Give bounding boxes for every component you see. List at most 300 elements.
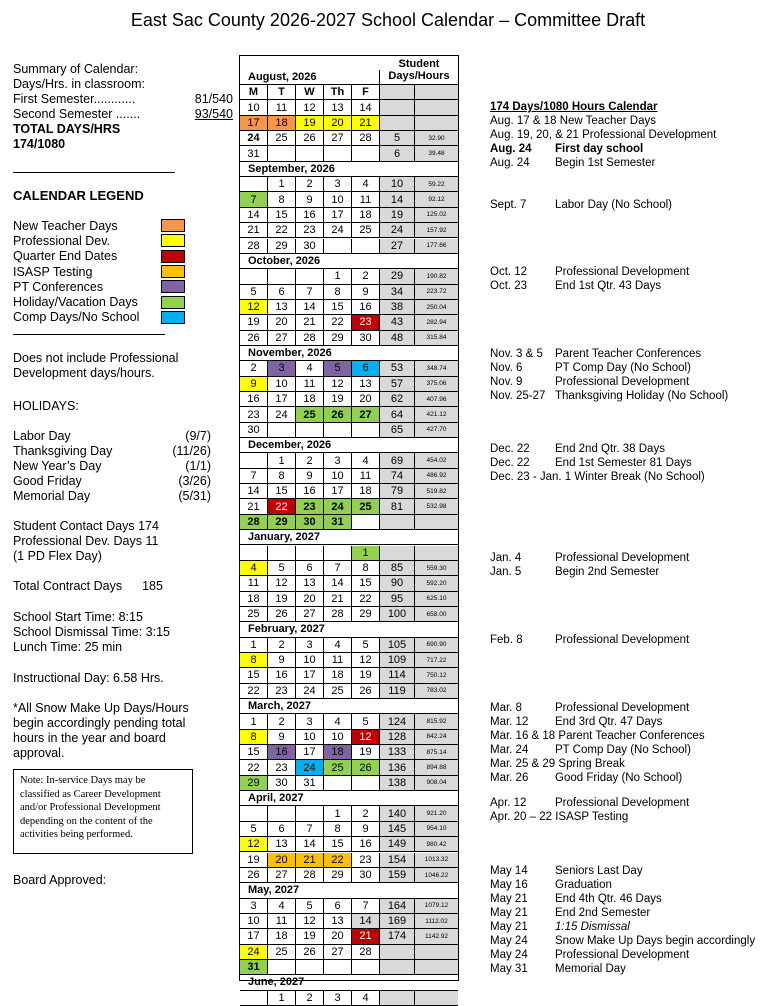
event-text: End 1st Semester 81 Days (555, 457, 692, 469)
event-item (490, 390, 728, 402)
day-cell (268, 806, 296, 821)
day-cell: 23 (268, 760, 296, 775)
student-count-cell: 145 (380, 822, 415, 837)
day-cell: 19 (268, 592, 296, 607)
student-count-cell: 5 (380, 131, 415, 146)
event-date: May 24 (490, 949, 528, 961)
day-cell: 15 (324, 300, 352, 315)
event-item (490, 634, 689, 646)
day-cell: 28 (352, 945, 380, 960)
day-cell: 9 (296, 192, 324, 207)
student-count-cell (380, 945, 415, 960)
day-cell: 7 (240, 469, 268, 484)
month-label: October, 2026 (240, 254, 458, 269)
school-times (13, 610, 233, 655)
event-text: Professional Development (555, 797, 690, 809)
day-cell: 16 (296, 208, 324, 223)
day-cell: 12 (240, 837, 268, 852)
event-date: Apr. 12 (490, 797, 527, 809)
event-text: Professional Development (555, 949, 690, 961)
second-semester-label: Second Semester ....... (13, 107, 141, 121)
day-cell: 21 (240, 223, 268, 238)
day-cell: 1 (268, 177, 296, 192)
day-cell: 2 (352, 269, 380, 284)
day-cell: 29 (240, 776, 268, 791)
day-cell (296, 146, 324, 161)
student-hours-cell: 921.20 (415, 806, 458, 821)
legend-label: New Teacher Days (13, 218, 118, 233)
event-text: Graduation (555, 879, 612, 891)
student-hours-cell: 875.14 (415, 745, 458, 760)
student-count-cell: 24 (380, 223, 415, 238)
day-cell: 25 (324, 684, 352, 699)
event-date: Mar. 24 (490, 744, 529, 756)
day-cell: 6 (296, 561, 324, 576)
holiday-item (13, 474, 233, 489)
event-date: Nov. 25-27 (490, 390, 546, 402)
day-cell: 19 (296, 929, 324, 944)
day-cell: 29 (268, 239, 296, 254)
day-cell: 27 (268, 331, 296, 346)
holiday-item (13, 444, 233, 459)
day-cell: 17 (268, 392, 296, 407)
day-cell: 1 (324, 806, 352, 821)
student-hours-cell: 250.04 (415, 300, 458, 315)
first-semester-value: 81/540 (194, 92, 233, 106)
legend-swatch (161, 234, 185, 247)
day-cell: 24 (240, 131, 268, 146)
event-item (490, 758, 625, 770)
day-cell: 22 (240, 760, 268, 775)
student-count-cell: 34 (380, 285, 415, 300)
student-hours-cell: 421.12 (415, 407, 458, 422)
day-cell: 28 (296, 868, 324, 883)
day-cell: 30 (352, 868, 380, 883)
day-cell: 19 (352, 745, 380, 760)
day-cell (352, 423, 380, 438)
student-count-cell (380, 100, 415, 115)
student-count-cell: 133 (380, 745, 415, 760)
event-date: Mar. 25 & 29 Spring Break (490, 758, 625, 770)
student-hours-cell (415, 85, 458, 100)
day-cell: 9 (352, 285, 380, 300)
event-date: May 24 (490, 935, 528, 947)
day-cell: 10 (296, 730, 324, 745)
student-header-line: Days/Hours (388, 70, 450, 82)
day-cell: 9 (352, 822, 380, 837)
day-cell: 5 (240, 822, 268, 837)
holiday-date: (1/1) (185, 459, 211, 473)
student-hours-cell: 92.12 (415, 192, 458, 207)
day-cell: 30 (268, 776, 296, 791)
student-count-cell: 95 (380, 592, 415, 607)
event-date: Dec. 22 (490, 457, 530, 469)
day-cell: 16 (296, 484, 324, 499)
event-text: Labor Day (No School) (555, 199, 672, 211)
event-text: PT Comp Day (No School) (555, 744, 691, 756)
holiday-date: (3/26) (178, 474, 211, 488)
student-count-cell: 6 (380, 146, 415, 161)
day-cell: 1 (240, 638, 268, 653)
student-count-cell: 138 (380, 776, 415, 791)
day-cell: 24 (324, 223, 352, 238)
day-cell: 7 (296, 285, 324, 300)
event-item (490, 362, 691, 374)
day-cell: 11 (324, 653, 352, 668)
day-cell (268, 146, 296, 161)
day-cell: 10 (296, 653, 324, 668)
day-cell (352, 515, 380, 530)
event-item (490, 797, 689, 809)
day-cell: 29 (352, 607, 380, 622)
event-date: May 21 (490, 921, 528, 933)
day-cell: 21 (352, 116, 380, 131)
event-text: Thanksgiving Holiday (No School) (555, 390, 729, 402)
day-cell: 23 (268, 684, 296, 699)
student-count-cell: 57 (380, 377, 415, 392)
month-label: September, 2026 (240, 162, 458, 177)
student-header (380, 56, 458, 85)
event-item (490, 744, 691, 756)
weekday-header: M (240, 85, 268, 100)
day-cell: 18 (268, 116, 296, 131)
day-cell: 10 (240, 100, 268, 115)
student-count-cell (380, 991, 415, 1006)
day-cell: 18 (324, 745, 352, 760)
event-item (490, 129, 716, 141)
first-semester-label: First Semester............ (13, 92, 136, 106)
day-cell: 21 (324, 592, 352, 607)
student-count-cell: 43 (380, 315, 415, 330)
event-date: Jan. 5 (490, 566, 522, 578)
day-cell: 24 (268, 407, 296, 422)
event-date: May 14 (490, 865, 528, 877)
day-cell: 13 (352, 377, 380, 392)
day-cell (268, 546, 296, 561)
day-cell: 2 (296, 453, 324, 468)
student-hours-cell: 783.02 (415, 684, 458, 699)
event-item (490, 376, 689, 388)
student-count-cell: 169 (380, 914, 415, 929)
event-text: Professional Development (555, 702, 690, 714)
day-cell: 4 (296, 361, 324, 376)
day-cell: 16 (352, 300, 380, 315)
student-hours-cell: 625.10 (415, 592, 458, 607)
day-cell: 26 (352, 760, 380, 775)
calendar-legend (13, 218, 185, 325)
month-label: April, 2027 (240, 791, 458, 806)
student-count-cell: 149 (380, 837, 415, 852)
instructional-day: Instructional Day: 6.58 Hrs. (13, 671, 164, 685)
day-cell: 14 (240, 208, 268, 223)
legend-item (13, 233, 185, 248)
student-hours-cell: 223.72 (415, 285, 458, 300)
day-cell: 16 (352, 837, 380, 852)
contract-days-value: 185 (142, 579, 163, 593)
legend-swatch (161, 296, 185, 309)
day-cell: 22 (352, 592, 380, 607)
student-count-cell: 81 (380, 499, 415, 514)
student-count-cell: 79 (380, 484, 415, 499)
day-cell: 16 (268, 745, 296, 760)
student-count-cell: 119 (380, 684, 415, 699)
legend-label: Holiday/Vacation Days (13, 295, 138, 310)
legend-item (13, 294, 185, 309)
legend-swatch (161, 311, 185, 324)
event-text: End 2nd Qtr. 38 Days (555, 443, 665, 455)
day-cell: 25 (352, 499, 380, 514)
day-cell: 4 (268, 899, 296, 914)
day-cell: 15 (240, 668, 268, 683)
total-value: 174/1080 (13, 137, 66, 151)
day-cell: 31 (240, 146, 268, 161)
event-item (490, 811, 628, 823)
day-cell: 22 (324, 853, 352, 868)
student-hours-cell: 1013.32 (415, 853, 458, 868)
day-cell (240, 269, 268, 284)
day-cell: 23 (352, 853, 380, 868)
day-cell: 27 (352, 407, 380, 422)
student-hours-cell: 125.02 (415, 208, 458, 223)
student-hours-cell: 1079.12 (415, 899, 458, 914)
holiday-date: (11/26) (172, 444, 211, 458)
dismissal-time: School Dismissal Time: 3:15 (13, 625, 171, 639)
legend-item (13, 310, 185, 325)
event-date: Feb. 8 (490, 634, 523, 646)
day-cell (324, 239, 352, 254)
day-cell: 12 (324, 377, 352, 392)
day-cell: 14 (324, 576, 352, 591)
event-text: Parent Teacher Conferences (555, 348, 702, 360)
day-cell: 11 (268, 100, 296, 115)
page-title: East Sac County 2026-2027 School Calendar – Committee Draft (130, 10, 646, 30)
holiday-date: (5/31) (178, 489, 211, 503)
day-cell: 26 (296, 131, 324, 146)
event-item (490, 280, 661, 292)
student-count-cell: 48 (380, 331, 415, 346)
student-count-cell: 136 (380, 760, 415, 775)
day-cell: 22 (324, 315, 352, 330)
student-count-cell: 90 (380, 576, 415, 591)
day-cell: 18 (268, 929, 296, 944)
student-hours-cell: 717.22 (415, 653, 458, 668)
event-text: Professional Development (555, 376, 690, 388)
day-cell: 12 (296, 100, 324, 115)
event-item (490, 443, 665, 455)
event-text: End 2nd Semester (555, 907, 651, 919)
day-cell (240, 177, 268, 192)
event-date: Nov. 9 (490, 376, 523, 388)
day-cell: 18 (296, 392, 324, 407)
student-count-cell: 164 (380, 899, 415, 914)
student-count-cell: 10 (380, 177, 415, 192)
day-cell: 30 (296, 239, 324, 254)
student-count-cell: 14 (380, 192, 415, 207)
day-cell (268, 269, 296, 284)
day-cell: 10 (324, 192, 352, 207)
month-label: December, 2026 (240, 438, 458, 453)
holiday-name: Thanksgiving Day (13, 444, 113, 458)
day-cell (352, 146, 380, 161)
event-date: Aug. 19, 20, & 21 Professional Development (490, 129, 717, 141)
event-date: Dec. 23 - Jan. 1 Winter Break (No School) (490, 471, 705, 483)
day-cell: 4 (352, 453, 380, 468)
day-cell: 12 (352, 730, 380, 745)
student-hours-cell (415, 100, 458, 115)
student-count-cell: 100 (380, 607, 415, 622)
pd-notice (13, 351, 233, 381)
first-semester-row (13, 92, 233, 107)
day-cell: 28 (324, 607, 352, 622)
day-cell: 22 (240, 684, 268, 699)
day-cell: 25 (296, 407, 324, 422)
day-cell: 23 (296, 223, 324, 238)
day-cell: 19 (296, 116, 324, 131)
student-hours-cell: 690.90 (415, 638, 458, 653)
student-hours-cell (415, 960, 458, 975)
event-date: Apr. 20 – 22 ISASP Testing (490, 811, 629, 823)
day-cell: 10 (268, 377, 296, 392)
day-cell: 14 (352, 914, 380, 929)
day-cell: 7 (324, 561, 352, 576)
day-cell: 2 (296, 991, 324, 1006)
lunch-time: Lunch Time: 25 min (13, 640, 123, 654)
day-cell: 31 (240, 960, 268, 975)
day-cell: 6 (352, 361, 380, 376)
day-cell: 26 (240, 868, 268, 883)
student-hours-cell: 407.96 (415, 392, 458, 407)
student-count-cell: 109 (380, 653, 415, 668)
day-cell: 13 (296, 576, 324, 591)
event-text: 1:15 Dismissal (555, 921, 630, 933)
day-cell: 1 (268, 453, 296, 468)
day-cell (240, 546, 268, 561)
snow-line: hours in the year and board (13, 731, 166, 745)
inservice-note: Note: In-service Days may be classified as Career Development and/or Professional Development depending on the content of the activities being performed. (13, 769, 193, 854)
event-item (490, 552, 689, 564)
day-cell: 26 (296, 945, 324, 960)
legend-heading: CALENDAR LEGEND (13, 188, 144, 203)
board-approved: Board Approved: (13, 873, 107, 887)
day-cell: 27 (324, 131, 352, 146)
legend-label: ISASP Testing (13, 264, 93, 279)
event-date: Mar. 16 & 18 Parent Teacher Conferences (490, 730, 705, 742)
student-contact-days: Student Contact Days 174 (13, 519, 159, 533)
second-semester-row (13, 107, 233, 122)
student-count-cell: 128 (380, 730, 415, 745)
student-header-line: Student (398, 58, 440, 70)
day-cell: 13 (268, 837, 296, 852)
day-cell: 3 (324, 177, 352, 192)
student-hours-cell: 954.10 (415, 822, 458, 837)
day-cell: 20 (324, 929, 352, 944)
day-cell: 21 (296, 853, 324, 868)
day-cell: 19 (324, 392, 352, 407)
day-cell: 13 (324, 100, 352, 115)
student-hours-cell: 1112.02 (415, 914, 458, 929)
legend-swatch (161, 250, 185, 263)
day-cell: 10 (324, 469, 352, 484)
student-count-cell: 64 (380, 407, 415, 422)
day-cell: 21 (352, 929, 380, 944)
day-cell: 20 (296, 592, 324, 607)
day-cell: 28 (352, 131, 380, 146)
day-cell: 8 (240, 730, 268, 745)
day-cell: 5 (296, 899, 324, 914)
day-cell (324, 423, 352, 438)
student-hours-cell: 32.90 (415, 131, 458, 146)
day-cell: 8 (324, 285, 352, 300)
day-cell: 10 (324, 730, 352, 745)
student-count-cell (380, 116, 415, 131)
snow-line: begin accordingly pending total (13, 716, 186, 730)
student-hours-cell: 1046.22 (415, 868, 458, 883)
day-cell: 26 (268, 607, 296, 622)
day-cell: 14 (296, 300, 324, 315)
start-time: School Start Time: 8:15 (13, 610, 143, 624)
day-cell: 11 (352, 469, 380, 484)
student-hours-cell: 348.74 (415, 361, 458, 376)
day-cell (352, 776, 380, 791)
day-cell: 21 (296, 315, 324, 330)
event-text: PT Comp Day (No School) (555, 362, 691, 374)
day-cell (268, 960, 296, 975)
holiday-name: New Year’s Day (13, 459, 102, 473)
day-cell (324, 776, 352, 791)
day-cell: 9 (268, 653, 296, 668)
day-cell: 28 (240, 515, 268, 530)
event-date: Aug. 24 (490, 143, 532, 155)
day-cell (324, 146, 352, 161)
calendar-grid (239, 55, 459, 1004)
legend-label: Quarter End Dates (13, 249, 118, 264)
day-cell: 7 (296, 822, 324, 837)
day-cell: 10 (240, 914, 268, 929)
event-item (490, 702, 689, 714)
day-cell: 12 (240, 300, 268, 315)
day-cell: 3 (268, 361, 296, 376)
student-count-cell: 27 (380, 239, 415, 254)
day-cell: 17 (324, 208, 352, 223)
day-counts (13, 519, 233, 564)
event-date: Mar. 8 (490, 702, 522, 714)
day-cell: 18 (324, 668, 352, 683)
holidays-heading: HOLIDAYS: (13, 399, 79, 413)
day-cell: 4 (240, 561, 268, 576)
day-cell: 20 (324, 116, 352, 131)
day-cell: 12 (352, 653, 380, 668)
day-cell: 14 (240, 484, 268, 499)
day-cell: 24 (296, 760, 324, 775)
student-count-cell: 62 (380, 392, 415, 407)
day-cell (240, 991, 268, 1006)
day-cell: 18 (352, 484, 380, 499)
legend-item (13, 279, 185, 294)
event-item (490, 730, 705, 742)
day-cell: 26 (324, 407, 352, 422)
day-cell (352, 960, 380, 975)
event-date: Jan. 4 (490, 552, 522, 564)
day-cell: 17 (296, 668, 324, 683)
day-cell: 1 (352, 546, 380, 561)
student-hours-cell: 842.24 (415, 730, 458, 745)
day-cell: 24 (324, 499, 352, 514)
day-cell: 18 (352, 208, 380, 223)
legend-label: PT Conferences (13, 279, 104, 294)
day-cell: 20 (268, 853, 296, 868)
day-cell: 5 (352, 714, 380, 729)
event-item (490, 879, 612, 891)
